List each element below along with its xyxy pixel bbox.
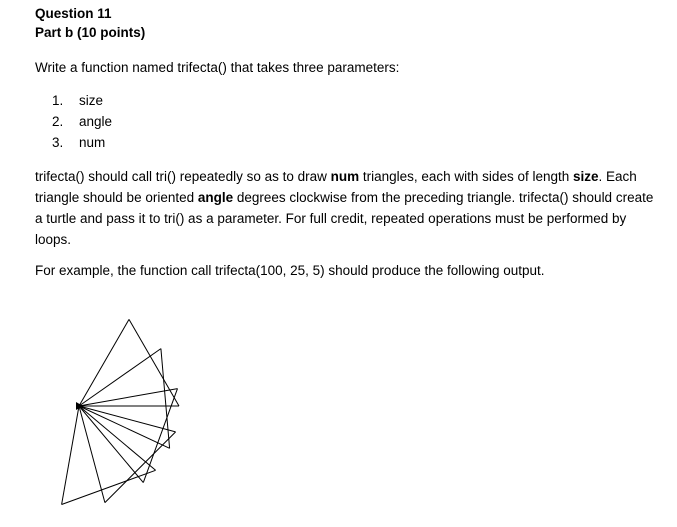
description-bold: num (330, 169, 360, 184)
triangle-group (62, 319, 179, 504)
triangle-1-side-1 (79, 319, 129, 406)
description-bold: size (573, 169, 599, 184)
question-title: Question 11 (35, 6, 112, 21)
description-bold: angle (197, 190, 234, 205)
description-text: . Each triangle should be oriented (35, 169, 637, 205)
triangle-2-side-2 (161, 349, 170, 449)
triangle-4-side-2 (105, 432, 176, 503)
list-item-number: 1. (52, 93, 64, 108)
triangle-5-side-1 (79, 406, 156, 470)
list-item-number: 3. (52, 135, 64, 150)
intro-text: Write a function named trifecta() that takes three parameters: (35, 60, 400, 75)
example-text: For example, the function call trifecta(100, 25, 5) should produce the following output. (35, 263, 545, 278)
description-text: trifecta() should call tri() repeatedly so as to draw (35, 169, 331, 184)
description-text: degrees clockwise from the preceding triangle. trifecta() should create a turtle and pass it to tri() as a parameter. For full credit, repeated operations must be performed by loops. (35, 190, 654, 247)
triangle-4-side-3 (79, 406, 105, 503)
list-item-number: 2. (52, 114, 64, 129)
triangle-3-side-1 (79, 389, 178, 406)
list-item-label: num (79, 135, 106, 150)
triangle-5-side-3 (62, 406, 79, 505)
triangle-3-side-3 (79, 406, 143, 483)
list-item-label: angle (79, 114, 113, 129)
triangle-2-side-1 (79, 349, 161, 406)
question-part: Part b (10 points) (35, 25, 146, 40)
list-item-label: size (79, 93, 104, 108)
description-text: triangles, each with sides of length (359, 169, 573, 184)
